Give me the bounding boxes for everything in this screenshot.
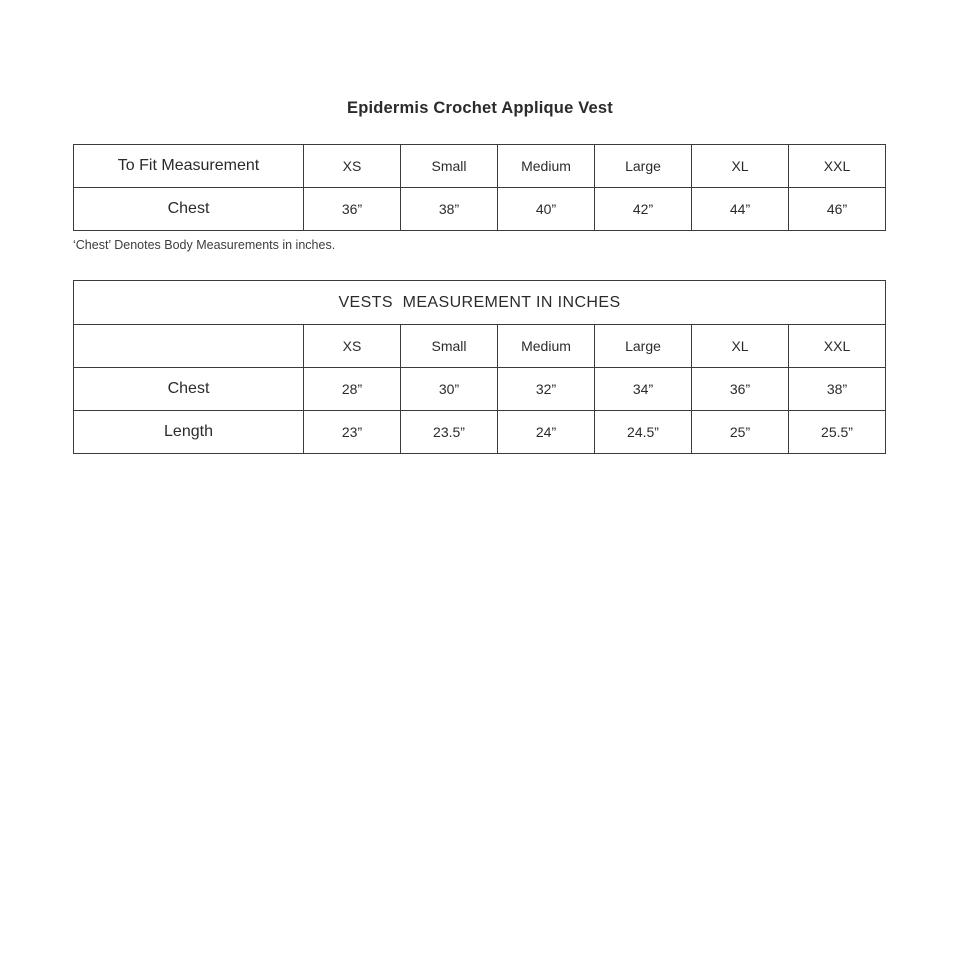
vest-length-value-small: 23.5” [401, 411, 498, 454]
size-header-large: Large [595, 145, 692, 188]
fit-chest-value-large: 42” [595, 188, 692, 231]
vest-size-header-xxl: XXL [789, 325, 886, 368]
vest-chest-value-xs: 28” [304, 368, 401, 411]
size-header-xl: XL [692, 145, 789, 188]
vest-length-value-xs: 23” [304, 411, 401, 454]
vest-size-header-large: Large [595, 325, 692, 368]
fit-chest-value-xxl: 46” [789, 188, 886, 231]
vest-chest-value-large: 34” [595, 368, 692, 411]
vest-size-header-small: Small [401, 325, 498, 368]
chest-footnote: ‘Chest’ Denotes Body Measurements in inches. [73, 238, 336, 252]
vest-chest-value-small: 30” [401, 368, 498, 411]
fit-chest-value-medium: 40” [498, 188, 595, 231]
vest-length-value-medium: 24” [498, 411, 595, 454]
table-row-vest-chest [74, 368, 886, 411]
table-row-fit-header [74, 145, 886, 188]
vests-measurement-table [73, 280, 886, 454]
fit-chest-row-label: Chest [74, 188, 304, 231]
size-header-xs: XS [304, 145, 401, 188]
vest-chest-value-xxl: 38” [789, 368, 886, 411]
vest-chest-value-xl: 36” [692, 368, 789, 411]
size-header-small: Small [401, 145, 498, 188]
fit-table-corner-label: To Fit Measurement [74, 145, 304, 188]
vest-size-header-medium: Medium [498, 325, 595, 368]
vest-table-corner-empty [74, 325, 304, 368]
vest-length-value-xxl: 25.5” [789, 411, 886, 454]
vest-size-header-xs: XS [304, 325, 401, 368]
vest-table-title: VESTS MEASUREMENT IN INCHES [74, 281, 886, 325]
size-header-medium: Medium [498, 145, 595, 188]
vest-chest-row-label: Chest [74, 368, 304, 411]
to-fit-measurement-table [73, 144, 886, 231]
fit-chest-value-small: 38” [401, 188, 498, 231]
table-row-vest-length [74, 411, 886, 454]
fit-chest-value-xs: 36” [304, 188, 401, 231]
page-title: Epidermis Crochet Applique Vest [347, 99, 613, 117]
vest-length-value-xl: 25” [692, 411, 789, 454]
size-header-xxl: XXL [789, 145, 886, 188]
table-row-fit-chest [74, 188, 886, 231]
vest-size-header-xl: XL [692, 325, 789, 368]
vest-chest-value-medium: 32” [498, 368, 595, 411]
vest-length-row-label: Length [74, 411, 304, 454]
fit-chest-value-xl: 44” [692, 188, 789, 231]
size-chart-content [73, 144, 885, 454]
table-row-vest-title [74, 281, 886, 325]
table-row-vest-sizes [74, 325, 886, 368]
vest-length-value-large: 24.5” [595, 411, 692, 454]
